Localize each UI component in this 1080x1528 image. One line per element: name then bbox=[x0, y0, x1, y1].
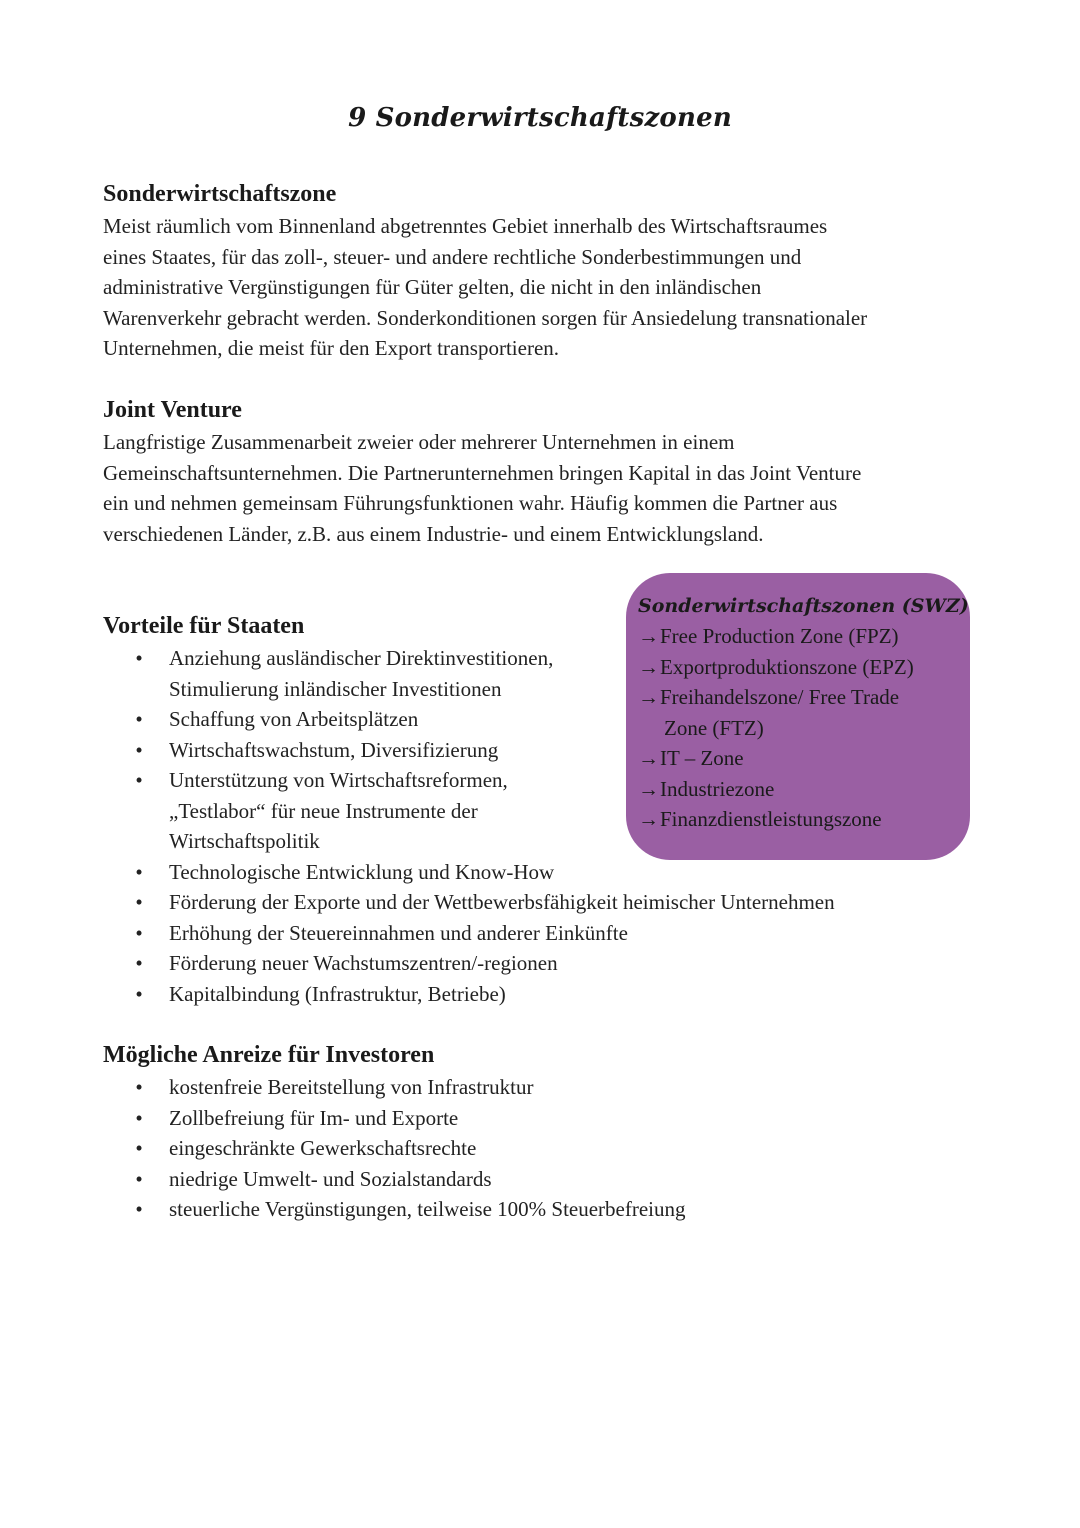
list-item bbox=[103, 948, 1003, 979]
list-item-text: Stimulierung inländischer Investitionen bbox=[169, 676, 502, 701]
list-item-text: Wirtschaftspolitik bbox=[169, 829, 320, 853]
heading-joint-venture: Joint Venture bbox=[103, 397, 242, 423]
list-item-text: steuerliche Vergünstigungen, teilweise 100% Steuerbefreiung bbox=[169, 1197, 686, 1221]
swz-type-label: Finanzdienstleistungszone bbox=[660, 807, 882, 831]
list-item bbox=[103, 887, 1003, 918]
list-item-text: kostenfreie Bereitstellung von Infrastruktur bbox=[169, 1075, 534, 1099]
arrow-icon: → bbox=[638, 624, 659, 648]
arrow-icon: → bbox=[638, 685, 659, 709]
definition-joint-venture bbox=[103, 427, 983, 549]
bullet-icon: • bbox=[135, 890, 143, 914]
text-line: Meist räumlich vom Binnenland abgetrenntes Gebiet innerhalb des Wirtschaftsraumes bbox=[103, 214, 828, 238]
list-item-text: Förderung neuer Wachstumszentren/-regionen bbox=[169, 951, 558, 975]
heading-sonderwirtschaftszone: Sonderwirtschaftszone bbox=[103, 181, 337, 207]
bullet-icon: • bbox=[135, 1075, 143, 1099]
text-line: Warenverkehr gebracht werden. Sonderkonditionen sorgen für Ansiedelung transnationaler bbox=[103, 305, 868, 330]
bullet-icon: • bbox=[135, 981, 143, 1006]
text-line: ein und nehmen gemeinsam Führungsfunktionen wahr. Häufig kommen die Partner aus bbox=[103, 491, 838, 515]
list-item-text: „Testlabor“ für neue Instrumente der bbox=[169, 798, 478, 823]
definition-sonderwirtschaftszone bbox=[103, 211, 983, 364]
arrow-icon: → bbox=[638, 746, 659, 770]
bullet-icon: • bbox=[135, 768, 143, 792]
list-item bbox=[103, 979, 1003, 1010]
heading-anreize: Mögliche Anreize für Investoren bbox=[103, 1042, 435, 1068]
swz-type-label: Exportproduktionszone (EPZ) bbox=[660, 654, 914, 679]
anreize-list bbox=[103, 1072, 1003, 1225]
arrow-icon: → bbox=[638, 654, 659, 679]
swz-type-label: Freihandelszone/ Free Trade bbox=[660, 685, 900, 709]
list-item bbox=[103, 918, 1003, 949]
list-item-text: niedrige Umwelt- und Sozialstandards bbox=[169, 1166, 492, 1191]
arrow-icon: → bbox=[638, 807, 659, 831]
list-item-text: eingeschränkte Gewerkschaftsrechte bbox=[169, 1136, 477, 1160]
list-item bbox=[103, 704, 1003, 735]
swz-type-label: Industriezone bbox=[660, 776, 775, 801]
bullet-icon: • bbox=[135, 951, 143, 975]
swz-type-label: Free Production Zone (FPZ) bbox=[660, 624, 899, 648]
list-item bbox=[103, 1194, 1003, 1225]
text-line: Gemeinschaftsunternehmen. Die Partnerunternehmen bringen Kapital in das Joint Venture bbox=[103, 460, 862, 485]
list-item-text: Kapitalbindung (Infrastruktur, Betriebe) bbox=[169, 981, 506, 1006]
text-line: verschiedenen Länder, z.B. aus einem Industrie- und einem Entwicklungsland. bbox=[103, 521, 764, 546]
list-item bbox=[103, 765, 1003, 857]
text-line: Unternehmen, die meist für den Export transportieren. bbox=[103, 336, 560, 360]
list-item-text: Anziehung ausländischer Direktinvestitionen, bbox=[169, 646, 554, 670]
list-item bbox=[103, 857, 1003, 888]
list-item-text: Wirtschaftswachstum, Diversifizierung bbox=[169, 737, 499, 762]
bullet-icon: • bbox=[135, 920, 143, 945]
list-item-text: Förderung der Exporte und der Wettbewerbsfähigkeit heimischer Unternehmen bbox=[169, 890, 835, 914]
bullet-icon: • bbox=[135, 737, 143, 762]
text-line: eines Staates, für das zoll-, steuer- und andere rechtliche Sonderbestimmungen und bbox=[103, 244, 802, 269]
list-item bbox=[103, 1103, 1003, 1134]
heading-vorteile: Vorteile für Staaten bbox=[103, 613, 305, 639]
bullet-icon: • bbox=[135, 646, 143, 670]
list-item-text: Unterstützung von Wirtschaftsreformen, bbox=[169, 768, 508, 792]
list-item bbox=[103, 735, 1003, 766]
list-item bbox=[103, 1133, 1003, 1164]
swz-box-title: Sonderwirtschaftszonen (SWZ) bbox=[638, 595, 969, 617]
list-item bbox=[103, 1164, 1003, 1195]
bullet-icon: • bbox=[135, 1166, 143, 1191]
text-line: administrative Vergünstigungen für Güter gelten, die nicht in den inländischen bbox=[103, 275, 762, 299]
page-title: 9 Sonderwirtschaftszonen bbox=[348, 103, 732, 133]
list-item-text: Zollbefreiung für Im- und Exporte bbox=[169, 1105, 459, 1130]
list-item bbox=[103, 1072, 1003, 1103]
swz-type-label: IT – Zone bbox=[660, 746, 744, 770]
bullet-icon: • bbox=[135, 1136, 143, 1160]
bullet-icon: • bbox=[135, 1197, 143, 1221]
list-item-text: Erhöhung der Steuereinnahmen und anderer Einkünfte bbox=[169, 920, 628, 945]
list-item bbox=[103, 643, 1003, 704]
text-line: Langfristige Zusammenarbeit zweier oder mehrerer Unternehmen in einem bbox=[103, 430, 735, 454]
bullet-icon: • bbox=[135, 707, 143, 731]
vorteile-list bbox=[103, 643, 1003, 1009]
list-item-text: Schaffung von Arbeitsplätzen bbox=[169, 707, 419, 731]
bullet-icon: • bbox=[135, 1105, 143, 1130]
arrow-icon: → bbox=[638, 776, 659, 801]
bullet-icon: • bbox=[135, 859, 143, 884]
list-item-text: Technologische Entwicklung und Know-How bbox=[169, 859, 555, 884]
swz-type-label-cont: Zone (FTZ) bbox=[664, 715, 764, 740]
